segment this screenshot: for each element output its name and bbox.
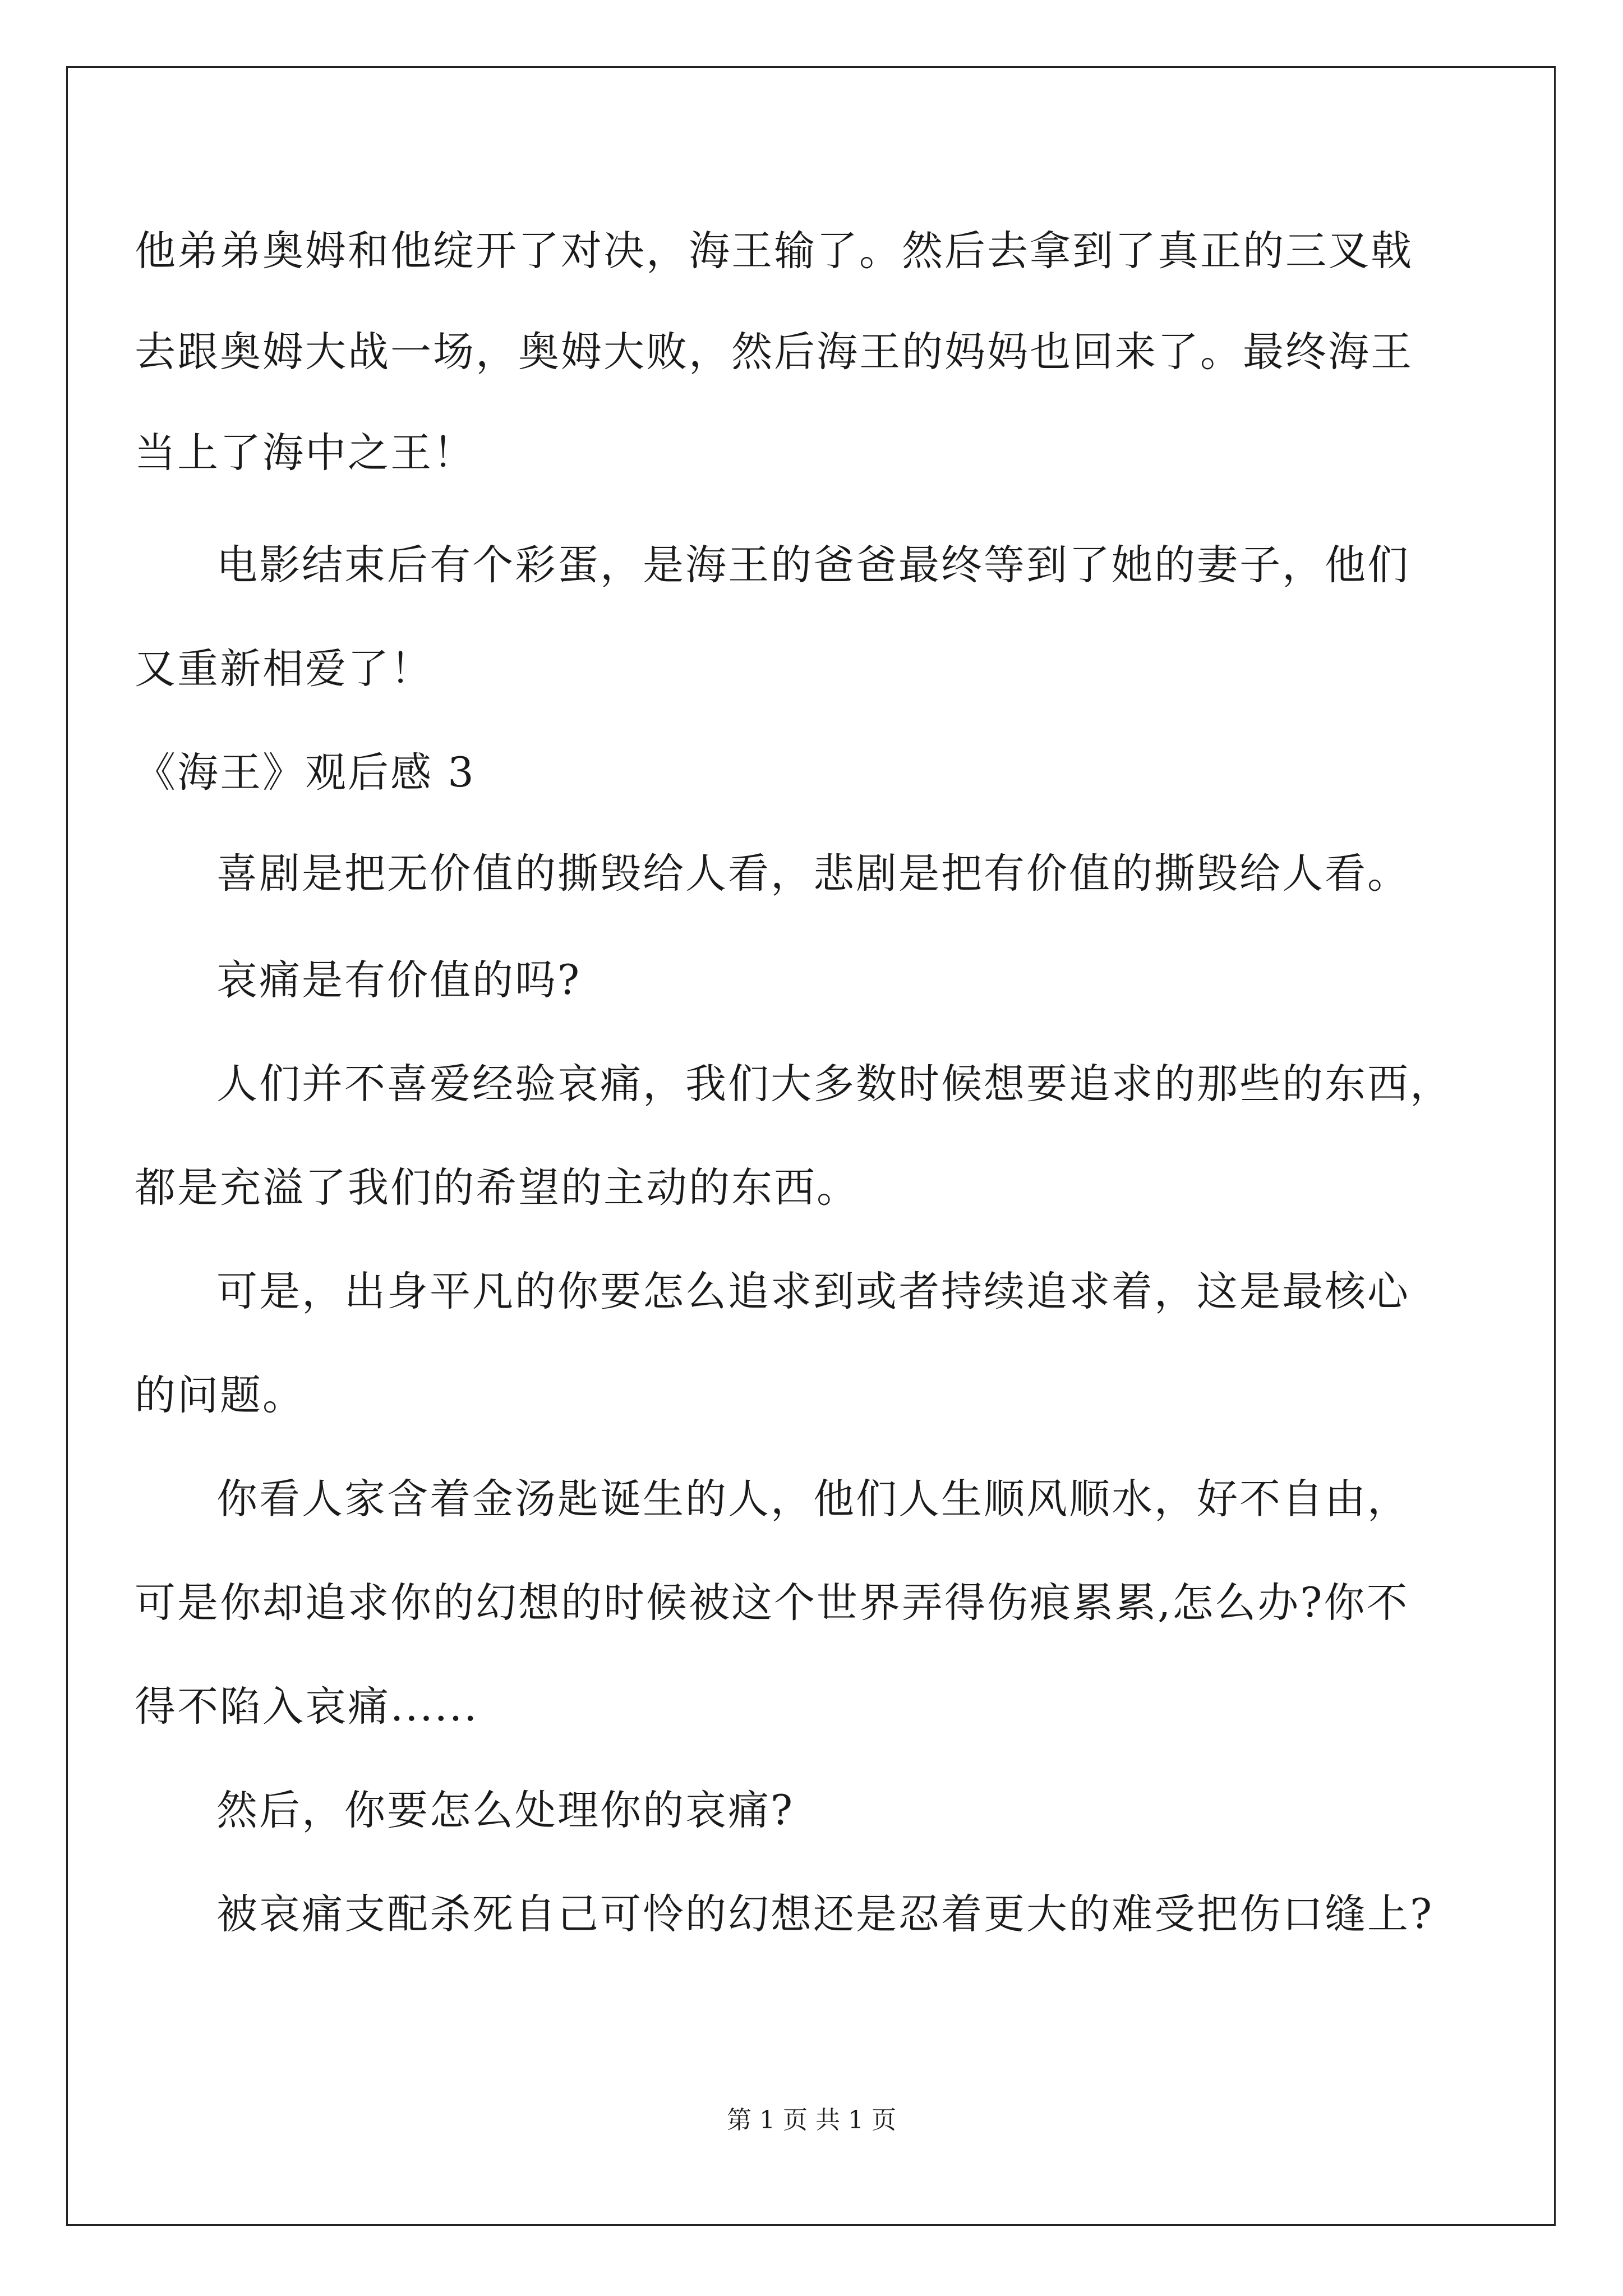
text-line: 去跟奥姆大战一场，奥姆大败，然后海王的妈妈也回来了。最终海王 — [135, 328, 1413, 376]
page-footer: 第 1 页 共 1 页 — [727, 2106, 896, 2134]
text-line: 可是你却追求你的幻想的时候被这个世界弄得伤痕累累,怎么办?你不 — [135, 1579, 1409, 1627]
paragraph-start-line: 电影结束后有个彩蛋，是海王的爸爸最终等到了她的妻子，他们 — [216, 541, 1410, 589]
paragraph-start-line: 然后，你要怎么处理你的哀痛? — [216, 1787, 795, 1834]
text-line: 又重新相爱了！ — [135, 645, 433, 693]
paragraph-start-line: 可是，出身平凡的你要怎么追求到或者持续追求着，这是最核心 — [216, 1268, 1410, 1315]
text-line: 他弟弟奥姆和他绽开了对决，海王输了。然后去拿到了真正的三叉戟 — [135, 227, 1413, 275]
text-line: 得不陷入哀痛...... — [135, 1683, 479, 1731]
text-line: 的问题。 — [135, 1372, 305, 1419]
paragraph-start-line: 你看人家含着金汤匙诞生的人，他们人生顺风顺水，好不自由， — [216, 1475, 1410, 1523]
text-line: 都是充溢了我们的希望的主动的东西。 — [135, 1164, 859, 1212]
paragraph-start-line: 被哀痛支配杀死自己可怜的幻想还是忍着更大的难受把伤口缝上? — [216, 1890, 1434, 1938]
text-line: 当上了海中之王！ — [135, 429, 476, 477]
paragraph-start-line: 哀痛是有价值的吗? — [216, 956, 582, 1004]
section-heading: 《海王》观后感 3 — [135, 749, 476, 797]
paragraph-start-line: 喜剧是把无价值的撕毁给人看，悲剧是把有价值的撕毁给人看。 — [216, 850, 1410, 898]
paragraph-start-line: 人们并不喜爱经验哀痛，我们大多数时候想要追求的那些的东西， — [216, 1060, 1453, 1108]
